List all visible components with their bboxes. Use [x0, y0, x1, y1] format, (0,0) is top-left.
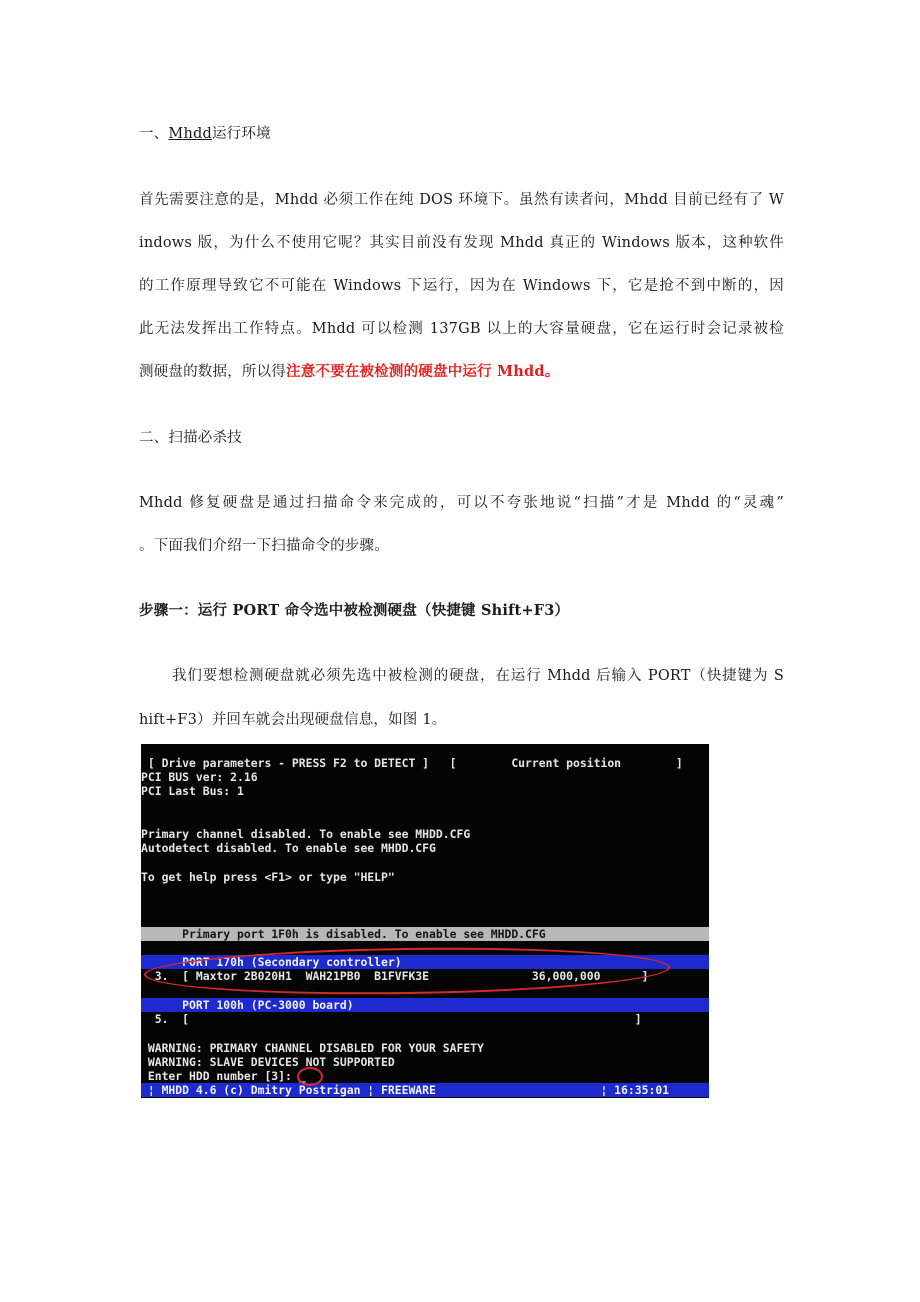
para1-line-5	[139, 362, 784, 382]
highlight-oval	[144, 944, 671, 997]
highlight-circle	[297, 1067, 323, 1086]
screen-header: [ Drive parameters - PRESS F2 to DETECT ] [ Current position ]	[141, 756, 683, 770]
para3-line-1: 我们要想检测硬盘就必须先选中被检测的硬盘，在运行 Mhdd 后输入 PORT（快捷键为 S	[172, 668, 784, 684]
section-number: 一、	[139, 126, 169, 142]
screen-primary-disabled: Primary channel disabled. To enable see MHDD.CFG	[141, 827, 471, 841]
para1-line-1: 首先需要注意的是，Mhdd 必须工作在纯 DOS 环境下。虽然有读者问，Mhdd 目前已经有了 W	[139, 192, 784, 208]
screen-warning-2: WARNING: SLAVE DEVICES NOT SUPPORTED	[141, 1055, 395, 1069]
para2-line-1: Mhdd 修复硬盘是通过扫描命令来完成的，可以不夸张地说“扫描”才是 Mhdd 的“灵魂”	[139, 495, 784, 511]
step1-heading: 步骤一：运行 PORT 命令选中被检测硬盘（快捷键 Shift+F3）	[139, 602, 570, 619]
para2-line-2: 。下面我们介绍一下扫描命令的步骤。	[139, 538, 389, 554]
screen-port-100: PORT 100h (PC-3000 board)	[141, 998, 709, 1012]
screen-drive-3: 3. [ Maxtor 2B020H1 WAH21PB0 B1FVFK3E 36,000,000 ]	[141, 969, 649, 983]
screen-warning-1: WARNING: PRIMARY CHANNEL DISABLED FOR YOUR SAFETY	[141, 1041, 484, 1055]
section-heading-scan: 二、扫描必杀技	[139, 430, 242, 446]
para1-line-4: 此无法发挥出工作特点。Mhdd 可以检测 137GB 以上的大容量硬盘，它在运行时会记录被检	[139, 321, 784, 337]
section-heading-environment	[139, 124, 784, 144]
para3-line-2: hift+F3）并回车就会出现硬盘信息，如图 1。	[139, 712, 447, 728]
heading-rest: 运行环境	[211, 126, 271, 142]
para1-line-3: 的工作原理导致它不可能在 Windows 下运行，因为在 Windows 下，它是抢不到中断的，因	[139, 278, 784, 294]
screen-pci-last: PCI Last Bus: 1	[141, 784, 244, 798]
screen-help: To get help press <F1> or type "HELP"	[141, 870, 395, 884]
para1-line-2: indows 版，为什么不使用它呢？其实目前没有发现 Mhdd 真正的 Windows 版本，这种软件	[139, 235, 784, 251]
mhdd-screenshot	[141, 744, 709, 1098]
screen-drive-5: 5. [ ]	[141, 1012, 642, 1026]
screen-autodetect: Autodetect disabled. To enable see MHDD.CFG	[141, 841, 436, 855]
screen-status-bar: ¦ MHDD 4.6 (c) Dmitry Postrigan ¦ FREEWARE ¦ 16:35:01	[141, 1083, 709, 1097]
red-warning-text: 注意不要在被检测的硬盘中运行 Mhdd。	[286, 363, 560, 380]
para1-line-5-normal: 测硬盘的数据，所以得	[139, 364, 286, 380]
heading-mhdd-underlined: Mhdd	[168, 126, 212, 142]
screen-prompt: Enter HDD number [3]: _	[141, 1069, 306, 1083]
screen-pci-ver: PCI BUS ver: 2.16	[141, 770, 258, 784]
screen-port-1f0: Primary port 1F0h is disabled. To enable see MHDD.CFG	[141, 927, 709, 941]
screen-port-170: PORT 170h (Secondary controller)	[141, 955, 709, 969]
